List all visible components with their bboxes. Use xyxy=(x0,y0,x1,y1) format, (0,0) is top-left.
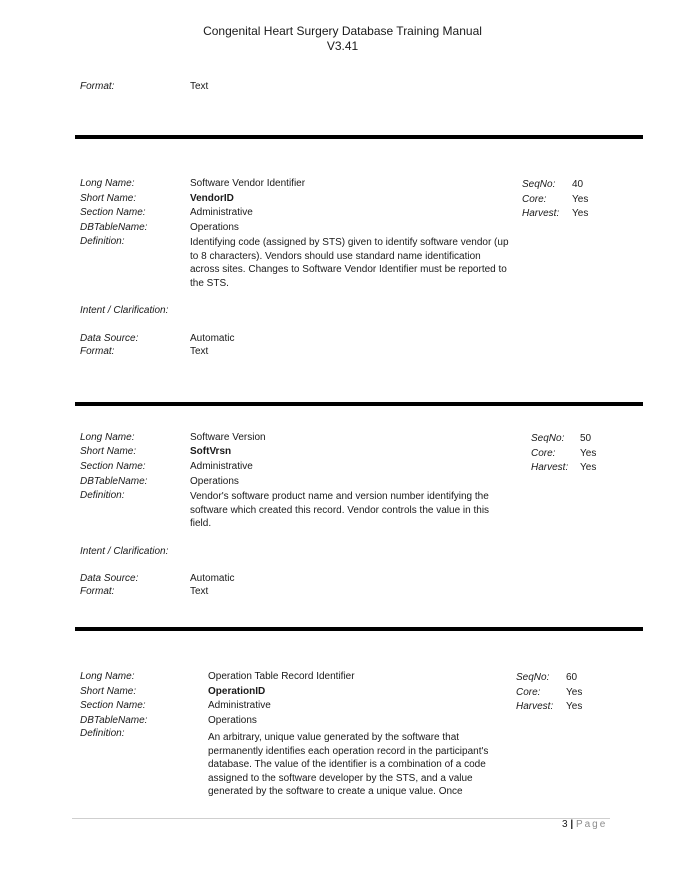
seqno-value: 40 xyxy=(572,179,584,190)
data-source-label: Data Source: xyxy=(80,573,139,584)
document-header-title: Congenital Heart Surgery Database Training Manual xyxy=(203,24,482,38)
footer-rule xyxy=(72,818,610,819)
long-name-value: Software Version xyxy=(190,432,266,443)
db-table-name-label: DBTableName: xyxy=(80,476,148,487)
seqno-value: 50 xyxy=(580,433,592,444)
long-name-value: Software Vendor Identifier xyxy=(190,178,306,189)
short-name-value: OperationID xyxy=(208,686,266,697)
format-label: Format: xyxy=(80,81,115,92)
db-table-name-value: Operations xyxy=(190,222,239,233)
intent-label: Intent / Clarification: xyxy=(80,546,169,557)
definition-label: Definition: xyxy=(80,236,125,247)
page-number: 3 xyxy=(562,819,568,830)
harvest-label: Harvest: xyxy=(516,701,554,712)
section-divider xyxy=(75,135,643,139)
harvest-value: Yes xyxy=(566,701,583,712)
db-table-name-label: DBTableName: xyxy=(80,715,148,726)
long-name-label: Long Name: xyxy=(80,178,135,189)
long-name-value: Operation Table Record Identifier xyxy=(208,671,355,682)
seqno-label: SeqNo: xyxy=(522,179,556,190)
data-source-label: Data Source: xyxy=(80,333,139,344)
db-table-name-value: Operations xyxy=(190,476,239,487)
core-value: Yes xyxy=(580,448,597,459)
intent-label: Intent / Clarification: xyxy=(80,305,169,316)
section-name-label: Section Name: xyxy=(80,207,146,218)
core-value: Yes xyxy=(572,194,589,205)
long-name-label: Long Name: xyxy=(80,432,135,443)
core-label: Core: xyxy=(522,194,547,205)
definition-text: An arbitrary, unique value generated by the software that permanently identifies each operation record in the participant's database. The value of the identifier is a combination of a code assigned to the software developer by the STS, and a value generated by the software to create a unique value. Once xyxy=(208,732,489,797)
section-name-value: Administrative xyxy=(208,700,271,711)
short-name-value: SoftVrsn xyxy=(190,446,232,457)
harvest-value: Yes xyxy=(580,462,597,473)
core-value: Yes xyxy=(566,687,583,698)
long-name-label: Long Name: xyxy=(80,671,135,682)
section-name-value: Administrative xyxy=(190,461,253,472)
page-footer xyxy=(562,819,607,830)
short-name-value: VendorID xyxy=(190,193,234,204)
harvest-label: Harvest: xyxy=(531,462,569,473)
definition-label: Definition: xyxy=(80,490,125,501)
document-header-version: V3.41 xyxy=(326,39,359,53)
page-word: Page xyxy=(575,819,608,830)
short-name-label: Short Name: xyxy=(80,193,137,204)
harvest-value: Yes xyxy=(572,208,589,219)
data-source-value: Automatic xyxy=(190,573,235,584)
definition-text: Vendor's software product name and version number identifying the software which created this record. Vendor controls the value in this field. xyxy=(190,491,490,529)
section-name-label: Section Name: xyxy=(80,461,146,472)
seqno-label: SeqNo: xyxy=(516,672,550,683)
db-table-name-label: DBTableName: xyxy=(80,222,148,233)
section-divider xyxy=(75,402,643,406)
format-value: Text xyxy=(190,586,209,597)
format-value: Text xyxy=(190,346,209,357)
definition-label: Definition: xyxy=(80,728,125,739)
section-name-value: Administrative xyxy=(190,207,253,218)
core-label: Core: xyxy=(531,448,556,459)
format-label: Format: xyxy=(80,586,115,597)
section-name-label: Section Name: xyxy=(80,700,146,711)
section-divider xyxy=(75,627,643,631)
definition-text: Identifying code (assigned by STS) given to identify software vendor (up to 8 characters). Vendors should use standard name identification across sites. Changes to Software Vendor Identifier must be reported to the STS. xyxy=(190,237,509,289)
format-label: Format: xyxy=(80,346,115,357)
format-value: Text xyxy=(190,81,209,92)
page-separator: | xyxy=(570,819,574,830)
seqno-label: SeqNo: xyxy=(531,433,565,444)
data-source-value: Automatic xyxy=(190,333,235,344)
core-label: Core: xyxy=(516,687,541,698)
harvest-label: Harvest: xyxy=(522,208,560,219)
short-name-label: Short Name: xyxy=(80,446,137,457)
short-name-label: Short Name: xyxy=(80,686,137,697)
seqno-value: 60 xyxy=(566,672,578,683)
db-table-name-value: Operations xyxy=(208,715,257,726)
